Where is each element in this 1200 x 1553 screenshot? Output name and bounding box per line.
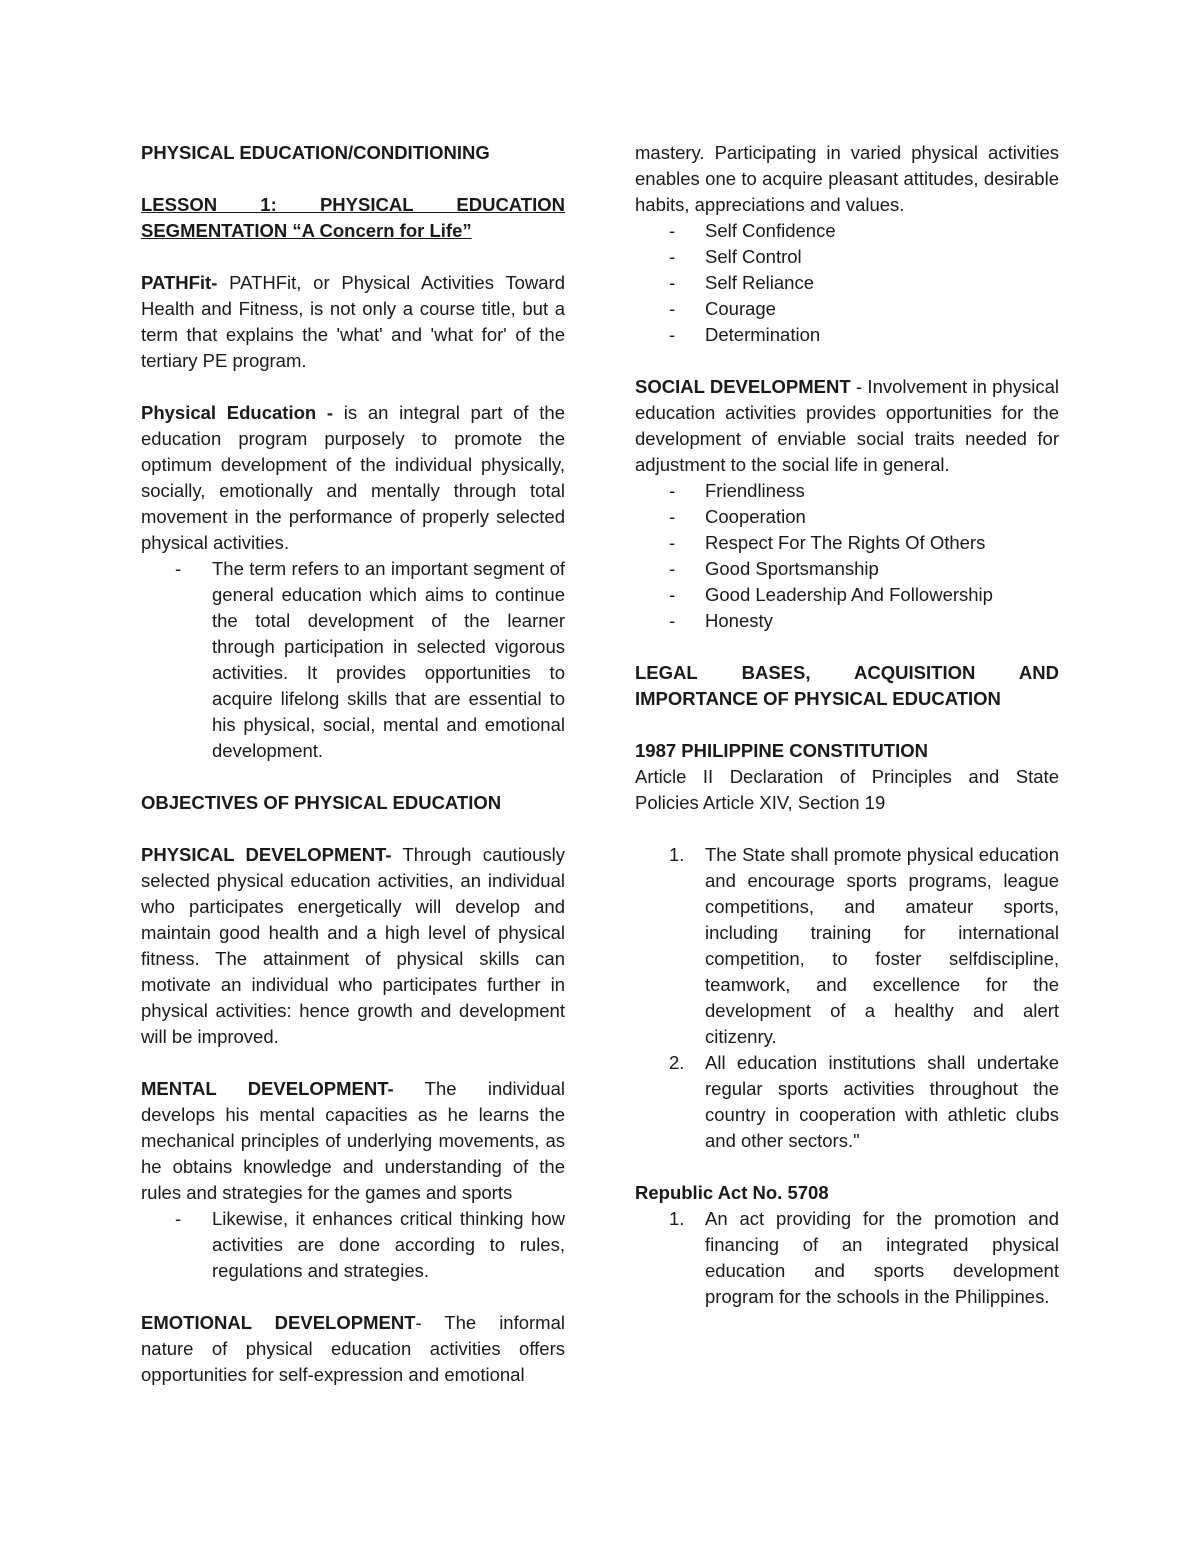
social-bullet-list	[635, 478, 1059, 634]
list-item: - Courage	[669, 298, 776, 319]
list-item: 1. The State shall promote physical education and encourage sports programs, league competitions, and amateur sports, including training for international competition, to foster selfdiscipline, teamwork, and excellence for the development of a healthy and alert citizenry.	[669, 844, 1059, 1047]
list-item: 1. An act providing for the promotion and financing of an integrated physical education and sports development program for the schools in the Philippines.	[669, 1208, 1059, 1307]
republic-act-list	[635, 1206, 1059, 1310]
dash-marker: -	[175, 1208, 182, 1229]
lesson-heading: LESSON 1: PHYSICAL EDUCATION SEGMENTATION “A Concern for Life”	[141, 194, 565, 241]
list-item: - Good Leadership And Followership	[669, 584, 993, 605]
physical-development-term: PHYSICAL DEVELOPMENT-	[141, 844, 392, 865]
constitution-list	[635, 842, 1059, 1154]
list-item: - Likewise, it enhances critical thinking how activities are done according to rules, regulations and strategies.	[175, 1208, 565, 1281]
social-development-term: SOCIAL DEVELOPMENT	[635, 376, 851, 397]
pe-term: Physical Education -	[141, 402, 334, 423]
list-item: - Respect For The Rights Of Others	[669, 532, 986, 553]
emotional-continuation: mastery. Participating in varied physical activities enables one to acquire pleasant attitudes, desirable habits, appreciations and values.	[635, 142, 1059, 215]
list-item: - Good Sportsmanship	[669, 558, 879, 579]
social-development-paragraph: SOCIAL DEVELOPMENT - Involvement in physical education activities provides opportunities for the development of enviable social traits needed for adjustment to the social life in general.	[635, 376, 1059, 475]
pathfit-term: PATHFit-	[141, 272, 218, 293]
objectives-heading: OBJECTIVES OF PHYSICAL EDUCATION	[141, 792, 502, 813]
left-column	[141, 140, 565, 1388]
list-item: - Friendliness	[669, 480, 805, 501]
mental-bullet-list	[141, 1206, 565, 1284]
list-item: - Self Control	[669, 246, 802, 267]
list-item: - Honesty	[669, 610, 773, 631]
list-item: 2. All education institutions shall undertake regular sports activities throughout the country in cooperation with athletic clubs and other sectors."	[669, 1052, 1059, 1151]
physical-development-paragraph: PHYSICAL DEVELOPMENT- Through cautiously selected physical education activities, an individual who participates energetically will develop and maintain good health and a high level of physical fitness. The attainment of physical skills can motivate an individual who participates further in physical activities: hence growth and development will be improved.	[141, 844, 565, 1047]
legal-bases-heading: LEGAL BASES, ACQUISITION AND IMPORTANCE OF PHYSICAL EDUCATION	[635, 662, 1059, 709]
list-item: - Cooperation	[669, 506, 806, 527]
emotional-bullet-list	[635, 218, 1059, 348]
document-title: PHYSICAL EDUCATION/CONDITIONING	[141, 142, 490, 163]
list-item: - Self Reliance	[669, 272, 815, 293]
pathfit-text: PATHFit, or Physical Activities Toward Health and Fitness, is not only a course title, but a term that explains the 'what' and 'what for' of the tertiary PE program.	[141, 272, 565, 371]
constitution-text: Article II Declaration of Principles and State Policies Article XIV, Section 19	[635, 766, 1059, 813]
republic-act-heading: Republic Act No. 5708	[635, 1182, 829, 1203]
pe-text: is an integral part of the education program purposely to promote the optimum development of the individual physically, socially, emotionally and mentally through total movement in the performance of properly selected physical activities.	[141, 402, 566, 553]
dash-marker: -	[175, 558, 182, 579]
emotional-development-paragraph: EMOTIONAL DEVELOPMENT- The informal nature of physical education activities offers opportunities for self-expression and emotional	[141, 1312, 565, 1385]
pe-paragraph	[141, 400, 565, 556]
list-item: - Self Confidence	[669, 220, 836, 241]
pe-bullet-list	[141, 556, 565, 764]
constitution-heading: 1987 PHILIPPINE CONSTITUTION	[635, 740, 928, 761]
right-column	[635, 140, 1059, 1310]
pathfit-paragraph	[141, 270, 565, 374]
mental-development-paragraph: MENTAL DEVELOPMENT- The individual develops his mental capacities as he learns the mechanical principles of underlying movements, as he obtains knowledge and understanding of the rules and strategies for the games and sports	[141, 1078, 565, 1203]
list-item: - The term refers to an important segment of general education which aims to continue the total development of the learner through participation in selected vigorous activities. It provides opportunities to acquire lifelong skills that are essential to his physical, social, mental and emotional development.	[175, 558, 565, 761]
list-item: - Determination	[669, 324, 821, 345]
emotional-development-term: EMOTIONAL DEVELOPMENT	[141, 1312, 416, 1333]
mental-development-term: MENTAL DEVELOPMENT-	[141, 1078, 394, 1099]
